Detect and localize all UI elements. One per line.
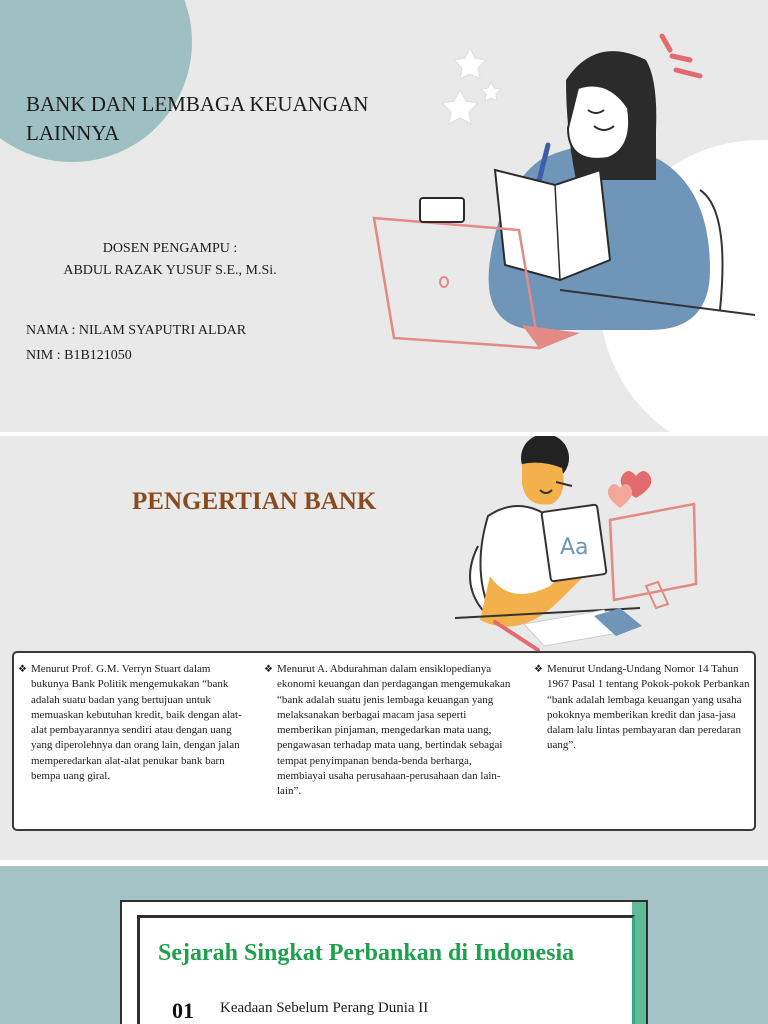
lecturer-name: ABDUL RAZAK YUSUF S.E., M.Si. bbox=[63, 263, 277, 278]
diamond-bullet-icon: ❖ bbox=[18, 664, 27, 675]
star-icon bbox=[454, 48, 486, 79]
diamond-bullet-icon: ❖ bbox=[534, 664, 543, 675]
monitor-icon bbox=[610, 504, 696, 600]
section-title: PENGERTIAN BANK bbox=[132, 488, 377, 515]
history-slide bbox=[0, 866, 768, 1024]
item-label: Keadaan Sebelum Perang Dunia II bbox=[220, 1000, 429, 1016]
diamond-bullet-icon: ❖ bbox=[264, 664, 273, 675]
excitement-marks-icon bbox=[662, 36, 700, 76]
presentation-title: BANK DAN LEMBAGA KEUANGAN LAINNYA bbox=[26, 92, 369, 145]
lecturer-label: DOSEN PENGAMPU : bbox=[102, 241, 238, 256]
definition-slide bbox=[0, 436, 768, 860]
definition-column bbox=[18, 662, 244, 784]
tablet-text: Aa bbox=[560, 535, 589, 560]
slide2-illustration bbox=[0, 436, 768, 656]
student-block bbox=[26, 318, 246, 368]
heart-icon bbox=[608, 484, 632, 508]
star-icon bbox=[481, 82, 501, 101]
history-title: Sejarah Singkat Perbankan di Indonesia bbox=[158, 940, 575, 966]
definition-column bbox=[264, 662, 514, 800]
device-icon bbox=[420, 198, 464, 222]
title-slide bbox=[0, 0, 768, 432]
student-name: NAMA : NILAM SYAPUTRI ALDAR bbox=[26, 323, 247, 338]
definition-text: Menurut Prof. G.M. Verryn Stuart dalam bukunya Bank Politik mengemukakan “bank adalah suatu badan yang bertujuan untuk memuaskan kebutuhan kredit, baik dengan alat-alat pembayarannya sendiri atau dengan uang yang diperolehnya dan orang lain, dengan jalan memperedarkan alat-alat penukar bank barn bempa uang giral. bbox=[31, 663, 242, 783]
star-icon bbox=[442, 90, 478, 124]
item-number: 01 bbox=[172, 998, 194, 1023]
definition-text: Menurut Undang-Undang Nomor 14 Tahun 1967 Pasal 1 tentang Pokok-pokok Perbankan “bank adalah lembaga keuangan yang usaha pokoknya memberikan kredit dan jasa-jasa dalam lalu lintas pembayaran dan peredaran uang”. bbox=[547, 663, 750, 752]
student-nim: NIM : B1B121050 bbox=[26, 348, 132, 363]
book-icon bbox=[495, 170, 610, 280]
definition-column bbox=[534, 662, 754, 754]
definition-text: Menurut A. Abdurahman dalam ensiklopedianya ekonomi keuangan dan perdagangan mengemukakan “bank adalah suatu jenis lembaga keuangan yang melaksanakan berbagai macam jasa seperti memberikan pinjaman, mengedarkan mata uang, pengawasan terhadap mata uang, bertindak sebagai tempat penyimpanan benda-benda berharga, membiayai usaha perusahaan-perusahaan dan lain-lain”. bbox=[277, 663, 511, 798]
lecturer-block bbox=[20, 238, 320, 282]
person-face bbox=[522, 463, 564, 505]
definitions-panel bbox=[12, 651, 756, 831]
